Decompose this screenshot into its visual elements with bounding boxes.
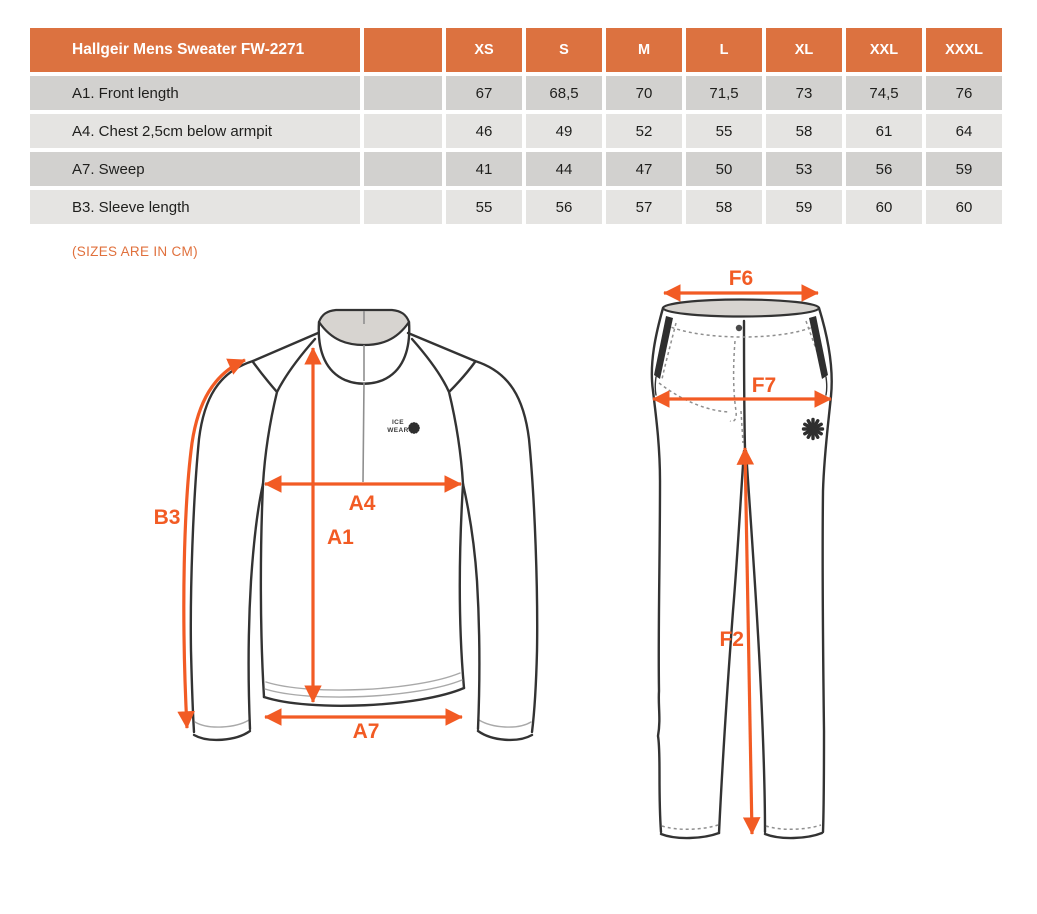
size-col-header: XL — [766, 28, 842, 72]
size-value-cell: 58 — [686, 190, 762, 224]
table-row — [30, 190, 1002, 224]
pants-right-hem-stitch — [766, 825, 821, 829]
pants-left-pocket-end — [655, 377, 656, 395]
size-value-cell: 55 — [446, 190, 522, 224]
icewear-logo-text-bottom: WEAR — [387, 427, 409, 434]
size-col-header: XXXL — [926, 28, 1002, 72]
row-spacer-cell — [364, 114, 442, 148]
size-col-header: XXL — [846, 28, 922, 72]
measurement-label: A7. Sweep — [30, 152, 360, 186]
size-value-cell: 46 — [446, 114, 522, 148]
measurement-diagrams — [0, 259, 1037, 881]
table-header-row — [30, 28, 1002, 72]
pants-right-pocket-welt — [809, 316, 828, 379]
f7-label: F7 — [751, 374, 777, 397]
size-value-cell: 47 — [606, 152, 682, 186]
f6-label: F6 — [728, 267, 754, 290]
size-col-header: L — [686, 28, 762, 72]
size-value-cell: 60 — [846, 190, 922, 224]
size-value-cell: 71,5 — [686, 76, 762, 110]
pants-waist-opening — [663, 300, 819, 317]
size-col-header: S — [526, 28, 602, 72]
row-spacer-cell — [364, 76, 442, 110]
a7-label: A7 — [352, 720, 380, 743]
sweater-left-cuff — [194, 731, 250, 740]
size-value-cell: 58 — [766, 114, 842, 148]
sweater-body-left-edge — [261, 484, 264, 697]
a4-label: A4 — [348, 492, 376, 515]
row-spacer-cell — [364, 190, 442, 224]
size-value-cell: 67 — [446, 76, 522, 110]
size-value-cell: 49 — [526, 114, 602, 148]
table-row — [30, 114, 1002, 148]
size-value-cell: 60 — [926, 190, 1002, 224]
table-row — [30, 76, 1002, 110]
pants-fly-stitch — [730, 341, 743, 443]
row-spacer-cell — [364, 152, 442, 186]
pants-right-hem — [765, 833, 822, 838]
table-row — [30, 152, 1002, 186]
measurement-label: B3. Sleeve length — [30, 190, 360, 224]
sweater-right-sleeve-outer — [475, 361, 537, 732]
pants-diagram — [652, 267, 832, 838]
size-col-header: M — [606, 28, 682, 72]
units-note: (SIZES ARE IN CM) — [72, 244, 198, 259]
size-table — [26, 24, 1006, 228]
pants-snowflake-logo-icon — [804, 420, 823, 439]
sweater-right-sleeve-inner — [463, 484, 479, 729]
pants-right-pocket-end — [826, 377, 827, 395]
size-value-cell: 50 — [686, 152, 762, 186]
b3-label: B3 — [153, 506, 181, 529]
size-value-cell: 59 — [926, 152, 1002, 186]
icewear-logo-text-top: ICE — [391, 419, 405, 426]
pants-center-front-seam — [744, 321, 745, 449]
size-value-cell: 52 — [606, 114, 682, 148]
size-value-cell: 76 — [926, 76, 1002, 110]
size-value-cell: 56 — [526, 190, 602, 224]
sweater-body-right-edge — [460, 484, 464, 688]
pants-left-hem-stitch — [662, 825, 718, 829]
icewear-logo-snowflake-icon — [410, 424, 419, 433]
header-spacer-cell — [364, 28, 442, 72]
size-value-cell: 73 — [766, 76, 842, 110]
size-value-cell: 56 — [846, 152, 922, 186]
measurement-label: A1. Front length — [30, 76, 360, 110]
sweater-left-cuff-stitch — [195, 720, 249, 727]
size-value-cell: 61 — [846, 114, 922, 148]
sweater-right-cuff — [478, 731, 532, 740]
pants-right-outer-seam — [819, 308, 832, 832]
size-col-header: XS — [446, 28, 522, 72]
pants-waist-button — [736, 325, 742, 331]
sweater-right-shoulder-seam — [408, 333, 475, 484]
size-value-cell: 57 — [606, 190, 682, 224]
pants-left-hem — [661, 833, 719, 838]
size-value-cell: 53 — [766, 152, 842, 186]
size-guide-page — [0, 24, 1037, 914]
sweater-left-shoulder-seam — [253, 333, 318, 484]
f2-label: F2 — [719, 628, 744, 651]
size-value-cell: 41 — [446, 152, 522, 186]
a1-label: A1 — [327, 526, 354, 549]
size-value-cell: 68,5 — [526, 76, 602, 110]
sweater-right-cuff-stitch — [479, 720, 531, 727]
pants-left-outer-seam — [652, 308, 663, 832]
sweater-left-sleeve-outer — [191, 361, 253, 732]
table-title: Hallgeir Mens Sweater FW-2271 — [30, 28, 360, 72]
size-value-cell: 74,5 — [846, 76, 922, 110]
sweater-hem-stitch — [265, 673, 462, 697]
size-value-cell: 70 — [606, 76, 682, 110]
size-value-cell: 59 — [766, 190, 842, 224]
measurement-label: A4. Chest 2,5cm below armpit — [30, 114, 360, 148]
size-value-cell: 55 — [686, 114, 762, 148]
sweater-diagram — [154, 310, 538, 743]
size-value-cell: 44 — [526, 152, 602, 186]
size-value-cell: 64 — [926, 114, 1002, 148]
